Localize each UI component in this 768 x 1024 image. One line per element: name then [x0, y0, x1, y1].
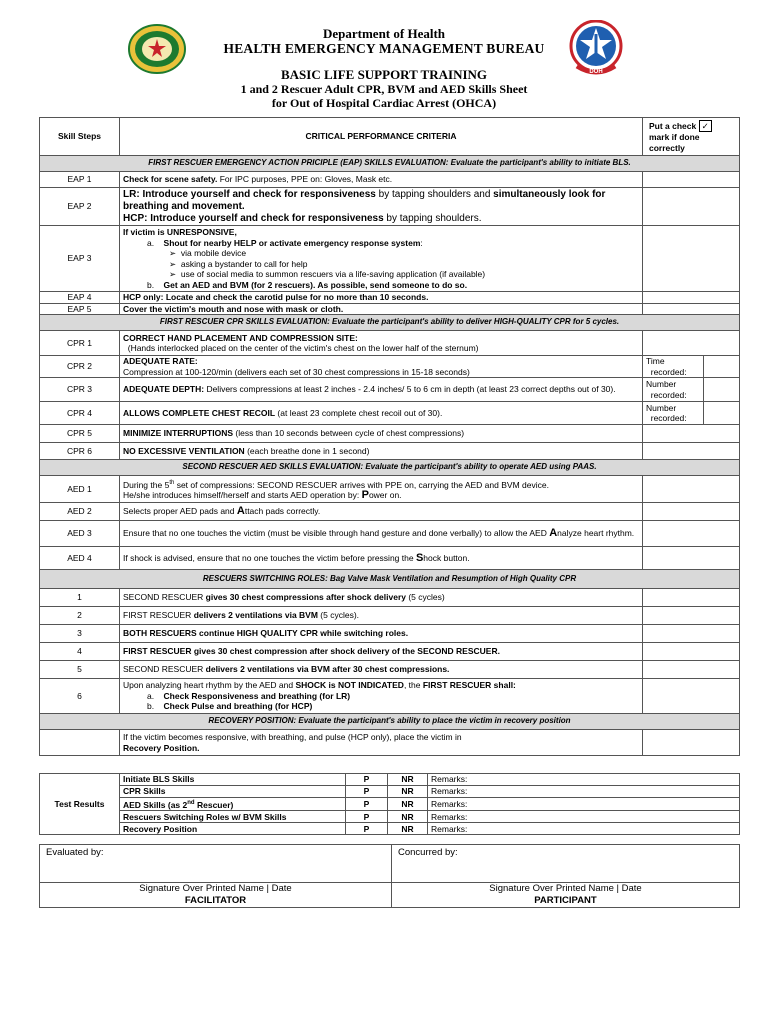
table-row	[40, 292, 740, 304]
check-cell[interactable]	[643, 303, 740, 315]
ems-logo-text: DOH	[589, 69, 603, 75]
step-label: CPR 1	[40, 331, 120, 356]
check-cell[interactable]	[643, 172, 740, 188]
table-row	[40, 402, 740, 425]
check-cell[interactable]	[643, 503, 740, 521]
table-row	[40, 589, 740, 607]
dept-name: Department of Health	[322, 26, 446, 41]
skills-table	[39, 117, 740, 756]
check-header	[643, 118, 740, 156]
remarks-field[interactable]: Remarks:	[428, 774, 740, 786]
number-recorded-cell[interactable]: Number recorded:	[643, 402, 704, 425]
check-header-l3: correctly	[649, 142, 685, 153]
checkbox-icon: ✓	[699, 120, 712, 132]
training-title: BASIC LIFE SUPPORT TRAINING	[280, 67, 488, 82]
sheet-subtitle: 1 and 2 Rescuer Adult CPR, BVM and AED Skills Sheet	[240, 82, 528, 96]
participant-signature: Signature Over Printed Name | Date PARTICIPANT	[392, 883, 740, 908]
step-label: 4	[40, 643, 120, 661]
check-cell[interactable]	[643, 521, 740, 547]
check-cell[interactable]	[643, 443, 740, 460]
bullet-icon: ➢	[169, 258, 177, 269]
remarks-field[interactable]: Remarks:	[428, 811, 740, 823]
check-cell[interactable]	[643, 292, 740, 304]
check-cell[interactable]	[643, 589, 740, 607]
pass-option[interactable]: P	[346, 811, 388, 823]
table-row	[40, 607, 740, 625]
criteria-cell: ADEQUATE DEPTH: Delivers compressions at least 2 inches - 2.4 inches/ 5 to 6 cm in depth (at least 23 correct depths out of 30).	[120, 378, 643, 402]
result-row	[40, 774, 740, 786]
step-label: AED 3	[40, 521, 120, 547]
document-header	[0, 26, 768, 110]
check-header-l2: mark if done	[649, 132, 700, 142]
check-cell[interactable]	[643, 188, 740, 226]
check-cell[interactable]	[643, 547, 740, 570]
step-label: EAP 3	[40, 226, 120, 292]
check-cell[interactable]	[704, 356, 740, 378]
step-label: AED 4	[40, 547, 120, 570]
test-results-table	[39, 773, 740, 835]
table-row	[40, 476, 740, 503]
remarks-field[interactable]: Remarks:	[428, 798, 740, 811]
check-cell[interactable]	[643, 607, 740, 625]
check-cell[interactable]	[643, 331, 740, 356]
step-label: CPR 2	[40, 356, 120, 378]
check-cell[interactable]	[643, 625, 740, 643]
criteria-cell: If the victim becomes responsive, with breathing, and pulse (HCP only), place the victim in Recovery Position.	[120, 730, 643, 756]
table-header-row	[40, 118, 740, 156]
criteria-cell: ADEQUATE RATE: Compression at 100-120/min (delivers each set of 30 chest compressions in 15-18 seconds)	[120, 356, 643, 378]
concurred-by-field[interactable]: Concurred by:	[392, 845, 740, 883]
table-row	[40, 547, 740, 570]
step-label: CPR 3	[40, 378, 120, 402]
criteria-cell: Upon analyzing heart rhythm by the AED and SHOCK is NOT INDICATED, the FIRST RESCUER shall: a. Check Responsiveness and breathing (for LR) b. Check Pulse and breathing (for HCP)	[120, 679, 643, 714]
step-label: 1	[40, 589, 120, 607]
section-recovery: RECOVERY POSITION: Evaluate the participant's ability to place the victim in recovery position	[40, 714, 740, 730]
criteria-cell: SECOND RESCUER delivers 2 ventilations via BVM after 30 chest compressions.	[120, 661, 643, 679]
time-recorded-cell[interactable]: Time recorded:	[643, 356, 704, 378]
check-cell[interactable]	[643, 643, 740, 661]
result-item: CPR Skills	[120, 786, 346, 798]
nr-option[interactable]: NR	[388, 823, 428, 835]
table-row	[40, 425, 740, 443]
criteria-cell: ALLOWS COMPLETE CHEST RECOIL (at least 23 complete chest recoil out of 30).	[120, 402, 643, 425]
step-label: EAP 4	[40, 292, 120, 304]
number-recorded-cell[interactable]: Number recorded:	[643, 378, 704, 402]
section-switch: RESCUERS SWITCHING ROLES: Bag Valve Mask Ventilation and Resumption of High Quality CPR	[40, 570, 740, 589]
bullet-icon: ➢	[169, 248, 177, 258]
table-row	[40, 625, 740, 643]
section-eap: FIRST RESCUER EMERGENCY ACTION PRICIPLE (EAP) SKILLS EVALUATION: Evaluate the participant's ability to initiate BLS.	[40, 156, 740, 172]
result-item: Recovery Position	[120, 823, 346, 835]
check-cell[interactable]	[643, 226, 740, 292]
bureau-name: HEALTH EMERGENCY MANAGEMENT BUREAU	[223, 41, 545, 56]
skill-steps-header: Skill Steps	[40, 118, 120, 156]
step-label: 3	[40, 625, 120, 643]
section-aed: SECOND RESCUER AED SKILLS EVALUATION: Evaluate the participant's ability to operate AED using PAAS.	[40, 460, 740, 476]
criteria-cell: If shock is advised, ensure that no one touches the victim before pressing the Shock button.	[120, 547, 643, 570]
criteria-cell: FIRST RESCUER delivers 2 ventilations via BVM (5 cycles).	[120, 607, 643, 625]
test-results-label: Test Results	[40, 774, 120, 835]
check-cell[interactable]	[643, 730, 740, 756]
result-item: Rescuers Switching Roles w/ BVM Skills	[120, 811, 346, 823]
table-row	[40, 188, 740, 226]
table-row	[40, 226, 740, 292]
step-label: AED 1	[40, 476, 120, 503]
pass-option[interactable]: P	[346, 823, 388, 835]
criteria-cell: HCP only: Locate and check the carotid pulse for no more than 10 seconds.	[120, 292, 643, 304]
table-row	[40, 503, 740, 521]
criteria-cell: SECOND RESCUER gives 30 chest compressions after shock delivery (5 cycles)	[120, 589, 643, 607]
check-cell[interactable]	[643, 476, 740, 503]
table-row	[40, 521, 740, 547]
criteria-cell: If victim is UNRESPONSIVE, a. Shout for nearby HELP or activate emergency response system: ➢ via mobile device ➢ asking a bystander to call for help ➢ use of social media to summon rescuers via a life-saving application (if available) b. Get an AED and BVM (for 2 rescuers). As possible, send someone to do so.	[120, 226, 643, 292]
evaluated-by-field[interactable]: Evaluated by:	[40, 845, 392, 883]
nr-option[interactable]: NR	[388, 798, 428, 811]
table-row	[40, 356, 740, 378]
nr-option[interactable]: NR	[388, 811, 428, 823]
criteria-header: CRITICAL PERFORMANCE CRITERIA	[120, 118, 643, 156]
table-row	[40, 378, 740, 402]
step-label: EAP 1	[40, 172, 120, 188]
facilitator-signature: Signature Over Printed Name | Date FACILITATOR	[40, 883, 392, 908]
table-row	[40, 643, 740, 661]
remarks-field[interactable]: Remarks:	[428, 786, 740, 798]
bullet-icon: ➢	[169, 269, 177, 279]
pass-option[interactable]: P	[346, 786, 388, 798]
table-row	[40, 679, 740, 714]
criteria-cell: FIRST RESCUER gives 30 chest compression after shock delivery of the SECOND RESCUER.	[120, 643, 643, 661]
section-cpr: FIRST RESCUER CPR SKILLS EVALUATION: Evaluate the participant's ability to deliver HIGH-QUALITY CPR for 5 cycles.	[40, 315, 740, 331]
check-cell[interactable]	[643, 425, 740, 443]
table-row	[40, 172, 740, 188]
table-row	[40, 730, 740, 756]
criteria-cell: BOTH RESCUERS continue HIGH QUALITY CPR while switching roles.	[120, 625, 643, 643]
result-row	[40, 786, 740, 798]
table-row	[40, 303, 740, 315]
step-label: 2	[40, 607, 120, 625]
signature-table	[39, 844, 740, 908]
step-label: CPR 6	[40, 443, 120, 460]
nr-option[interactable]: NR	[388, 774, 428, 786]
criteria-cell: Ensure that no one touches the victim (must be visible through hand gesture and done verbally) to allow the AED Analyze heart rhythm.	[120, 521, 643, 547]
table-row	[40, 661, 740, 679]
result-row	[40, 798, 740, 811]
step-label: 5	[40, 661, 120, 679]
criteria-cell: Cover the victim's mouth and nose with mask or cloth.	[120, 303, 643, 315]
criteria-cell: LR: Introduce yourself and check for responsiveness by tapping shoulders and simultaneously look for breathing and movement. HCP: Introduce yourself and check for responsiveness by tapping shoulders.	[120, 188, 643, 226]
step-label: 6	[40, 679, 120, 714]
step-label: CPR 5	[40, 425, 120, 443]
table-row	[40, 443, 740, 460]
pass-option[interactable]: P	[346, 798, 388, 811]
sheet-subtitle-2: for Out of Hospital Cardiac Arrest (OHCA)	[271, 96, 497, 110]
criteria-cell: Check for scene safety. For IPC purposes, PPE on: Gloves, Mask etc.	[120, 172, 643, 188]
result-row	[40, 811, 740, 823]
criteria-cell: NO EXCESSIVE VENTILATION (each breathe done in 1 second)	[120, 443, 643, 460]
criteria-cell: MINIMIZE INTERRUPTIONS (less than 10 seconds between cycle of chest compressions)	[120, 425, 643, 443]
check-cell[interactable]	[704, 378, 740, 402]
step-label: EAP 2	[40, 188, 120, 226]
pass-option[interactable]: P	[346, 774, 388, 786]
criteria-cell: Selects proper AED pads and Attach pads correctly.	[120, 503, 643, 521]
check-header-l1: Put a check	[649, 121, 697, 131]
result-row	[40, 823, 740, 835]
remarks-field[interactable]: Remarks:	[428, 823, 740, 835]
step-label: CPR 4	[40, 402, 120, 425]
result-item: AED Skills (as 2nd Rescuer)	[120, 798, 346, 811]
result-item: Initiate BLS Skills	[120, 774, 346, 786]
check-cell[interactable]	[643, 661, 740, 679]
step-label: AED 2	[40, 503, 120, 521]
check-cell[interactable]	[643, 679, 740, 714]
table-row	[40, 331, 740, 356]
criteria-cell: CORRECT HAND PLACEMENT AND COMPRESSION SITE: (Hands interlocked placed on the center of the victim's chest on the lower half of the sternum)	[120, 331, 643, 356]
step-label: EAP 5	[40, 303, 120, 315]
empty-step-cell	[40, 730, 120, 756]
check-cell[interactable]	[704, 402, 740, 425]
criteria-cell: During the 5th set of compressions: SECOND RESCUER arrives with PPE on, carrying the AED and BVM device. He/she introduces himself/herself and starts AED operation by: Power on.	[120, 476, 643, 503]
nr-option[interactable]: NR	[388, 786, 428, 798]
